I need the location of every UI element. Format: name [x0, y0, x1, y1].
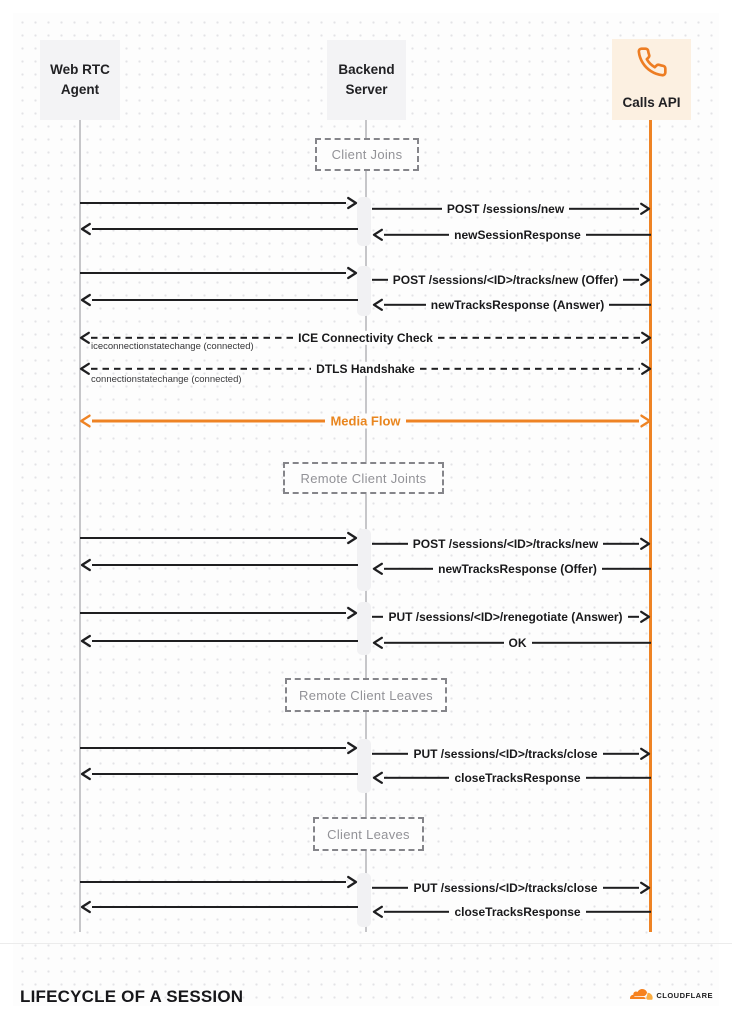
arrowhead-left-icon	[80, 767, 92, 781]
arrowhead-right-icon	[640, 331, 652, 345]
section-label: Client Joins	[331, 147, 403, 162]
arrow-webrtc-to-backend	[80, 741, 358, 755]
arrowhead-right-icon	[639, 273, 651, 287]
arrow-backend-to-webrtc	[80, 634, 358, 648]
section-remote-client-leaves	[285, 678, 447, 712]
activation-bar	[357, 266, 371, 316]
arrow-webrtc-to-backend	[80, 266, 358, 280]
actor-webrtc-agent	[40, 40, 120, 120]
arrow-backend-to-webrtc	[80, 900, 358, 914]
message-label: Media Flow	[325, 414, 405, 429]
cloudflare-logo	[629, 989, 713, 1001]
message-label: ICE Connectivity Check	[293, 331, 438, 345]
message-label: DTLS Handshake	[311, 362, 420, 376]
arrow-callsapi-to-backend	[372, 298, 651, 312]
event-sublabel: connectionstatechange (connected)	[91, 374, 242, 385]
arrowhead-left-icon	[79, 331, 91, 345]
message-label: PUT /sessions/<ID>/tracks/close	[408, 881, 602, 895]
arrow-callsapi-to-backend	[372, 228, 651, 242]
actor-label: Calls API	[622, 95, 681, 110]
arrowhead-right-icon	[346, 741, 358, 755]
section-label: Client Leaves	[327, 826, 410, 842]
message-label: OK	[504, 636, 532, 650]
arrow-callsapi-to-backend	[372, 636, 651, 650]
section-label: Remote Client Leaves	[299, 687, 433, 703]
arrowhead-left-icon	[80, 558, 92, 572]
lifeline-webrtc-agent	[79, 120, 81, 932]
arrow-backend-to-webrtc	[80, 767, 358, 781]
arrowhead-right-icon	[639, 610, 651, 624]
arrowhead-right-icon	[346, 875, 358, 889]
message-label: newTracksResponse (Offer)	[433, 562, 602, 576]
activation-bar	[357, 197, 371, 246]
actor-calls-api	[612, 39, 691, 120]
actor-label: Web RTC Agent	[50, 62, 110, 97]
message-label: closeTracksResponse	[449, 771, 585, 785]
arrowhead-left-icon	[80, 634, 92, 648]
arrowhead-left-icon	[372, 771, 384, 785]
arrowhead-left-icon	[372, 562, 384, 576]
activation-bar	[357, 739, 371, 793]
arrowhead-right-icon	[346, 606, 358, 620]
arrowhead-right-icon	[346, 196, 358, 210]
message-label: POST /sessions/new	[442, 202, 569, 216]
actor-backend-server	[327, 40, 406, 120]
activation-bar	[357, 529, 371, 591]
arrowhead-left-icon	[79, 362, 91, 376]
page-title: LIFECYCLE OF A SESSION	[20, 987, 244, 1006]
arrow-callsapi-to-backend	[372, 771, 651, 785]
message-label: POST /sessions/<ID>/tracks/new	[408, 537, 603, 551]
cloudflare-cloud-icon	[629, 989, 653, 1001]
event-sublabel: iceconnectionstatechange (connected)	[91, 341, 254, 352]
arrowhead-right-icon	[639, 537, 651, 551]
arrow-backend-to-callsapi	[372, 881, 651, 895]
arrow-backend-to-webrtc	[80, 293, 358, 307]
arrowhead-right-icon	[639, 414, 652, 429]
message-label: newSessionResponse	[449, 228, 586, 242]
activation-bar	[357, 873, 371, 927]
arrowhead-right-icon	[640, 362, 652, 376]
arrow-backend-to-callsapi	[372, 747, 651, 761]
arrowhead-left-icon	[79, 414, 92, 429]
message-label: newTracksResponse (Answer)	[426, 298, 609, 312]
footer-divider	[0, 943, 732, 944]
section-label: Remote Client Joints	[300, 470, 427, 486]
arrow-webrtc-to-backend	[80, 606, 358, 620]
arrow-webrtc-to-backend	[80, 875, 358, 889]
activation-bar	[357, 602, 371, 655]
message-label: PUT /sessions/<ID>/tracks/close	[408, 747, 602, 761]
section-remote-client-joints	[283, 462, 444, 494]
arrowhead-right-icon	[639, 747, 651, 761]
arrow-media-flow	[79, 414, 652, 429]
arrow-backend-to-callsapi	[372, 273, 651, 287]
arrowhead-left-icon	[372, 636, 384, 650]
arrowhead-right-icon	[346, 531, 358, 545]
arrowhead-left-icon	[372, 228, 384, 242]
arrow-backend-to-webrtc	[80, 558, 358, 572]
arrow-callsapi-to-backend	[372, 562, 651, 576]
arrow-backend-to-callsapi	[372, 537, 651, 551]
arrowhead-right-icon	[346, 266, 358, 280]
arrowhead-left-icon	[372, 905, 384, 919]
arrowhead-left-icon	[80, 293, 92, 307]
phone-icon	[636, 46, 668, 84]
cloudflare-wordmark: CLOUDFLARE	[656, 990, 713, 1000]
arrowhead-left-icon	[372, 298, 384, 312]
message-label: closeTracksResponse	[449, 905, 585, 919]
arrow-backend-to-webrtc	[80, 222, 358, 236]
arrow-backend-to-callsapi	[372, 610, 651, 624]
arrowhead-left-icon	[80, 900, 92, 914]
arrow-callsapi-to-backend	[372, 905, 651, 919]
section-client-joins	[315, 138, 419, 171]
arrowhead-right-icon	[639, 881, 651, 895]
message-label: PUT /sessions/<ID>/renegotiate (Answer)	[383, 610, 627, 624]
section-client-leaves	[313, 817, 424, 851]
arrowhead-left-icon	[80, 222, 92, 236]
arrow-webrtc-to-backend	[80, 531, 358, 545]
actor-label: Backend Server	[338, 62, 395, 97]
arrowhead-right-icon	[639, 202, 651, 216]
arrow-webrtc-to-backend	[80, 196, 358, 210]
message-label: POST /sessions/<ID>/tracks/new (Offer)	[388, 273, 623, 287]
arrow-backend-to-callsapi	[372, 202, 651, 216]
